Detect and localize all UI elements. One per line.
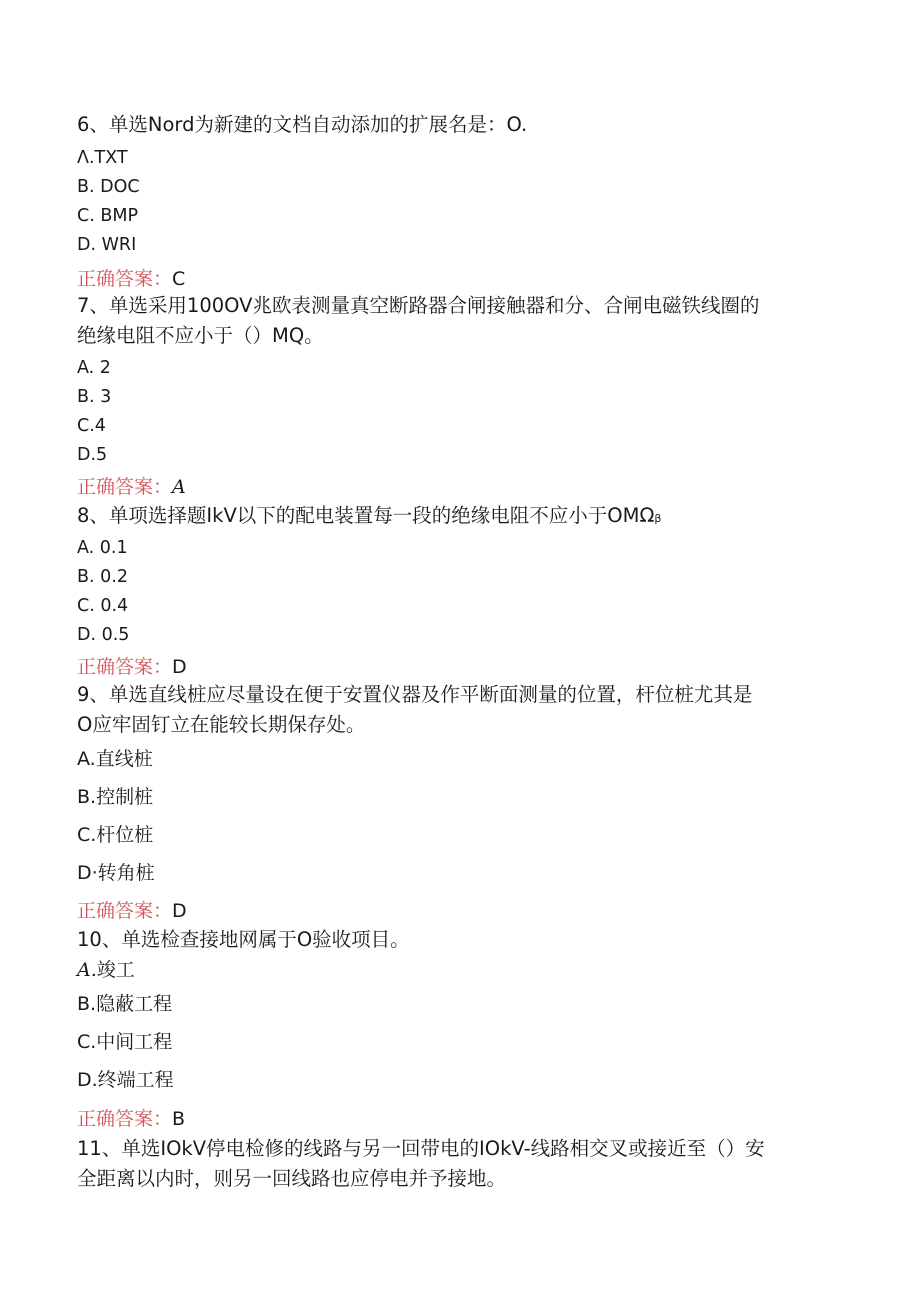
question-10-answer (77, 1107, 185, 1131)
question-7-option-b: B. 3 (77, 387, 112, 407)
question-6-text: 6、单选Nord为新建的文档自动添加的扩展名是：O. (77, 113, 528, 136)
answer-value: C (172, 268, 186, 290)
question-10-option-c: C.中间工程 (77, 1031, 173, 1053)
question-7-option-d: D.5 (77, 445, 108, 465)
question-8-suffix: β (654, 512, 662, 525)
answer-label: 正确答案： (77, 656, 173, 678)
answer-value: D (172, 656, 187, 678)
answer-label: 正确答案： (77, 900, 173, 922)
question-8-option-b: B. 0.2 (77, 567, 128, 587)
answer-value: D (172, 900, 187, 922)
question-8-text (77, 504, 661, 531)
question-6-option-b: B. DOC (77, 177, 140, 197)
question-9-text-line-1: 9、单选直线桩应尽量设在便于安置仪器及作平断面测量的位置，杆位桩尤其是 (77, 683, 753, 706)
question-9-option-d: D·转角桩 (77, 862, 155, 884)
question-9-option-a: A.直线桩 (77, 748, 153, 770)
question-8-answer (77, 655, 187, 679)
question-9-option-c: C.杆位桩 (77, 824, 154, 846)
question-7-answer (77, 475, 186, 499)
question-11-text-line-1: 11、单选IOkV停电检修的线路与另一回带电的IOkV-线路相交叉或接近至（）安 (77, 1137, 765, 1160)
question-7-text-line-2: 绝缘电阻不应小于（）MQ。 (77, 324, 324, 347)
question-11-text-line-2: 全距离以内时，则另一回线路也应停电并予接地。 (77, 1167, 507, 1190)
answer-label: 正确答案： (77, 476, 173, 498)
question-8-option-a: A. 0.1 (77, 538, 128, 558)
answer-label: 正确答案： (77, 268, 173, 290)
question-6-answer (77, 267, 185, 291)
question-6-option-a: Λ.TXT (77, 148, 128, 168)
question-10-option-d: D.终端工程 (77, 1069, 174, 1091)
question-8-text-main: 8、单项选择题IkV以下的配电装置每一段的绝缘电阻不应小于OMΩ (77, 504, 655, 527)
question-6-option-d: D. WRI (77, 235, 137, 255)
question-10-option-b: B.隐蔽工程 (77, 993, 173, 1015)
answer-label: 正确答案： (77, 1108, 173, 1130)
question-10-option-a (77, 958, 135, 982)
question-8-option-d: D. 0.5 (77, 625, 130, 645)
question-7-option-c: C.4 (77, 416, 106, 436)
question-10-option-a-text: 竣工 (96, 959, 135, 981)
question-7-option-a: A. 2 (77, 358, 111, 378)
question-10-text: 10、单选检查接地网属于O验收项目。 (77, 928, 410, 951)
answer-value: B (172, 1108, 186, 1130)
question-9-text-line-2: O应牢固钉立在能较长期保存处。 (77, 713, 366, 736)
question-7-text-line-1: 7、单选采用100OV兆欧表测量真空断路器合闸接触器和分、合闸电磁铁线圈的 (77, 294, 760, 317)
answer-value: A (172, 476, 186, 498)
question-10-option-a-letter: A. (77, 959, 97, 981)
question-6-option-c: C. BMP (77, 206, 139, 226)
question-9-option-b: B.控制桩 (77, 786, 154, 808)
question-9-answer (77, 899, 187, 923)
question-8-option-c: C. 0.4 (77, 596, 129, 616)
